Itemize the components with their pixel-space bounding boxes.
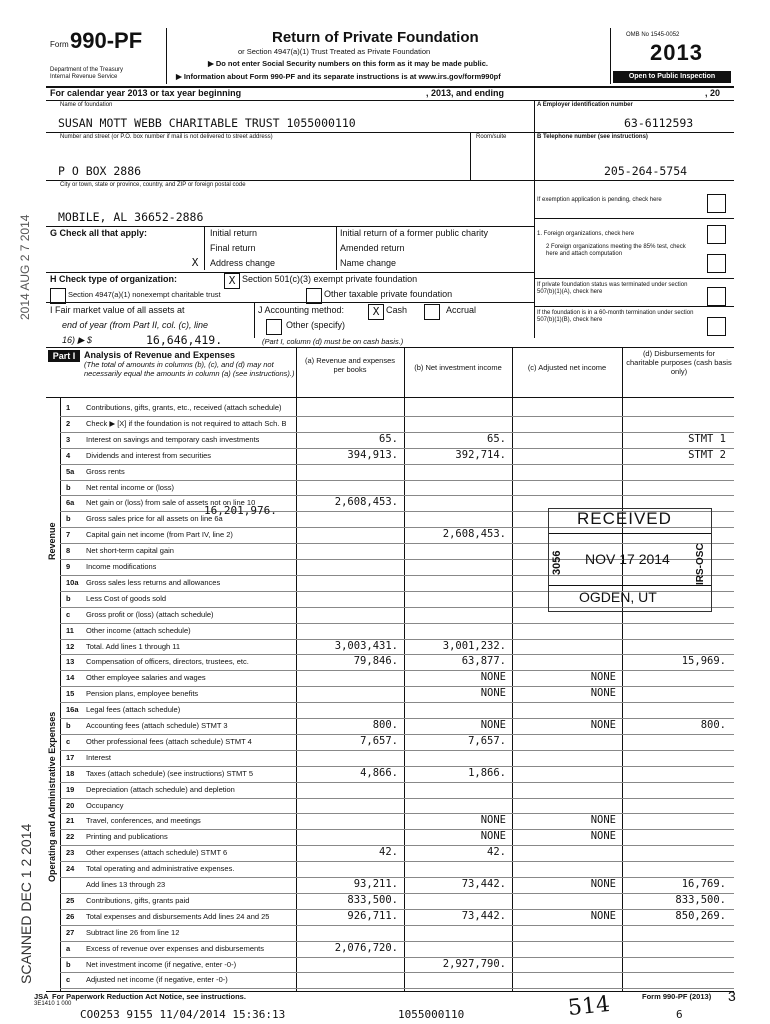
cell-col-b[interactable]: 42.: [487, 846, 506, 859]
line-description: Adjusted net income (if negative, enter -0-): [86, 975, 228, 985]
e-label: If private foundation status was terminated under section 507(b)(1)(A), check here: [537, 282, 688, 295]
row-divider: [60, 480, 734, 481]
cell-col-a[interactable]: 4,866.: [360, 766, 398, 779]
row-divider: [60, 829, 734, 830]
c-checkbox[interactable]: [707, 194, 726, 213]
line-description: Net rental income or (loss): [86, 482, 174, 492]
line-number: 21: [66, 816, 75, 826]
form-title: Return of Private Foundation: [272, 29, 479, 46]
footer-form-label: Form 990-PF (2013): [642, 992, 712, 1001]
stamp-code-left: 3056: [551, 550, 563, 575]
part1-badge: Part I: [48, 350, 80, 362]
cell-col-d[interactable]: 833,500.: [675, 893, 726, 906]
cell-col-a[interactable]: 7,657.: [360, 734, 398, 747]
i-line2: end of year (from Part II, col. (c), line: [62, 320, 209, 330]
line-description: Net short-term capital gain: [86, 546, 174, 556]
form-word: Form: [50, 40, 69, 49]
line-number: 25: [66, 895, 75, 905]
d1-checkbox[interactable]: [707, 225, 726, 244]
scanned-margin-mark: SCANNED DEC 1 2 2014: [18, 823, 34, 984]
line-description: Depreciation (attach schedule) and depletion: [86, 784, 235, 794]
line-number: c: [66, 975, 71, 985]
line-description: Net gain or (loss) from sale of assets not on line 10: [86, 498, 256, 508]
j-label: J Accounting method:: [258, 305, 345, 315]
ein-label: A Employer identification number: [537, 102, 633, 108]
d1-label: 1. Foreign organizations, check here: [537, 231, 635, 237]
initial-former-public[interactable]: Initial return of a former public charity: [340, 228, 489, 238]
cell-col-b[interactable]: 65.: [487, 432, 506, 445]
revenue-section-label: Revenue: [47, 522, 57, 560]
envelope-margin-mark: 2014 AUG 2 7 2014: [18, 214, 32, 320]
line-number: 7: [66, 530, 71, 540]
line-description: Check ▶ [X] if the foundation is not required to attach Sch. B: [86, 418, 287, 428]
line-number: b: [66, 959, 71, 969]
h-label: H Check type of organization:: [50, 274, 178, 284]
line-number: 6a: [66, 498, 75, 508]
cell-col-b[interactable]: NONE: [480, 671, 506, 684]
row-divider: [60, 623, 734, 624]
line-number: 1: [66, 403, 71, 412]
line-number: 16a: [66, 705, 79, 715]
line6b-value[interactable]: 16,201,976.: [204, 504, 277, 517]
part1-note: (The total of amounts in columns (b), (c), and (d) may not necessarily equal the amounts in column (a) (see instructions).): [84, 360, 295, 378]
line-description: Taxes (attach schedule) (see instructions) STMT 5: [86, 768, 254, 778]
line-number: 26: [66, 911, 75, 921]
line-description: Gross profit or (loss) (attach schedule): [86, 609, 214, 619]
line-description: Other expenses (attach schedule) STMT 6: [86, 848, 228, 858]
cell-col-b[interactable]: 3,001,232.: [442, 639, 506, 652]
cell-col-b[interactable]: 392,714.: [455, 448, 506, 461]
row-divider: [60, 988, 734, 989]
line-description: Excess of revenue over expenses and disbursements: [86, 943, 265, 953]
city-label: City or town, state or province, country, and ZIP or foreign postal code: [60, 182, 246, 188]
cell-col-a[interactable]: 42.: [379, 846, 398, 859]
stamp-received: RECEIVED: [577, 509, 672, 528]
line-number: 22: [66, 832, 75, 842]
line-description: Gross sales price for all assets on line 6a: [86, 514, 223, 524]
line-description: Net investment income (if negative, enter -0-): [86, 959, 237, 969]
row-divider: [60, 813, 734, 814]
row-divider: [60, 925, 734, 926]
cell-col-c[interactable]: NONE: [590, 671, 616, 684]
line-number: 11: [66, 625, 74, 635]
form-subtitle: or Section 4947(a)(1) Trust Treated as Private Foundation: [238, 47, 431, 56]
cell-col-d[interactable]: STMT 2: [688, 448, 726, 461]
line-description: Interest: [86, 752, 112, 762]
form-number: 990-PF: [70, 28, 143, 53]
501c3-checkbox[interactable]: X: [224, 273, 240, 289]
name-change[interactable]: Name change: [340, 258, 397, 268]
row-divider: [60, 798, 734, 799]
line-description: Compensation of officers, directors, trustees, etc.: [86, 657, 249, 667]
stamp-date: NOV 17 2014: [585, 551, 670, 567]
row-divider: [60, 782, 734, 783]
cell-col-b[interactable]: NONE: [480, 830, 506, 843]
phone-value[interactable]: 205-264-5754: [604, 164, 688, 178]
line-description: Legal fees (attach schedule): [86, 705, 181, 715]
stamp-city: OGDEN, UT: [579, 589, 657, 605]
cell-col-b[interactable]: 2,927,790.: [442, 957, 506, 970]
d2-checkbox[interactable]: [707, 254, 726, 273]
fmv-value[interactable]: 16,646,419.: [146, 333, 223, 347]
line-number: 20: [66, 800, 75, 810]
handwritten-3: 3: [728, 988, 736, 1004]
d2-label: 2 Foreign organizations meeting the 85% test, check here and attach computation: [546, 244, 686, 257]
line-number: c: [66, 609, 71, 619]
col-a-header: (a) Revenue and expenses per books: [304, 356, 396, 374]
line-description: Gross rents: [86, 466, 125, 476]
cell-col-a[interactable]: 3,003,431.: [334, 639, 398, 652]
cell-col-d[interactable]: 850,269.: [675, 909, 726, 922]
tax-year: 2013: [650, 40, 703, 65]
ssn-notice: ▶ Do not enter Social Security numbers on this form as it may be made public.: [208, 59, 488, 68]
line-description: Gross sales less returns and allowances: [86, 577, 221, 587]
footer-batch: CO0253 9155 11/04/2014 15:36:13: [80, 1008, 286, 1021]
phone-label: B Telephone number (see instructions): [537, 134, 648, 140]
i-line3: 16) ▶ $: [62, 335, 92, 345]
row-divider: [60, 957, 734, 958]
col-c-header: (c) Adjusted net income: [527, 363, 607, 372]
line-number: 14: [66, 673, 75, 683]
final-return[interactable]: Final return: [210, 243, 256, 253]
line-number: 19: [66, 784, 75, 794]
line-number: 8: [66, 546, 71, 556]
cell-col-a[interactable]: 800.: [372, 719, 398, 731]
other-method-label: Other (specify): [286, 320, 346, 330]
cell-col-a[interactable]: 926,711.: [347, 909, 398, 922]
cash-basis-note: (Part I, column (d) must be on cash basis.): [262, 337, 404, 346]
handwritten-514: 514: [566, 991, 612, 1022]
line-description: Other employee salaries and wages: [86, 673, 206, 683]
ein-value[interactable]: 63-6112593: [624, 116, 694, 130]
line-number: 5a: [66, 466, 75, 476]
cell-col-b[interactable]: 73,442.: [461, 878, 506, 890]
g-label: G Check all that apply:: [50, 228, 148, 238]
line-number: 23: [66, 848, 75, 858]
line-number: b: [66, 721, 71, 730]
cell-col-c[interactable]: NONE: [590, 814, 616, 827]
cell-col-c[interactable]: NONE: [590, 878, 616, 890]
line-number: 13: [66, 657, 75, 667]
cell-col-a[interactable]: 394,913.: [347, 448, 398, 461]
cell-col-b[interactable]: 73,442.: [461, 909, 506, 922]
street-label: Number and street (or P.O. box number if mail is not delivered to street address): [60, 134, 273, 140]
omb-number: OMB No 1545-0052: [626, 32, 680, 38]
cell-col-a[interactable]: 65.: [379, 432, 398, 445]
cell-col-b[interactable]: 1,866.: [468, 766, 506, 779]
cell-col-d[interactable]: 15,969.: [681, 655, 726, 668]
cell-col-a[interactable]: 2,608,453.: [334, 496, 398, 509]
line-number: 10a: [66, 577, 79, 587]
row-divider: [60, 861, 734, 862]
jsa-label: JSA: [34, 992, 49, 1001]
line-description: Printing and publications: [86, 832, 168, 842]
line-description: Interest on savings and temporary cash investments: [86, 434, 260, 444]
accrual-checkbox[interactable]: [424, 304, 440, 320]
line-description: Income modifications: [86, 562, 157, 571]
row-divider: [60, 670, 734, 671]
501c3-label: Section 501(c)(3) exempt private foundation: [242, 274, 418, 284]
line-description: Capital gain net income (from Part IV, line 2): [86, 530, 233, 540]
cell-col-d[interactable]: 800.: [700, 719, 726, 731]
cell-col-c[interactable]: NONE: [590, 719, 616, 731]
cell-col-a[interactable]: 93,211.: [353, 878, 398, 890]
line-description: Contributions, gifts, grants, etc., received (attach schedule): [86, 403, 282, 412]
cell-col-b[interactable]: NONE: [480, 814, 506, 827]
row-divider: [60, 416, 734, 417]
open-inspection-badge: Open to Public Inspection: [613, 71, 731, 83]
row-divider: [60, 686, 734, 687]
cell-col-a[interactable]: 79,846.: [353, 655, 398, 668]
calendar-mid: , 2013, and ending: [426, 88, 505, 98]
line-number: 18: [66, 768, 75, 778]
footer-account: 1055000110: [398, 1008, 465, 1021]
line-number: a: [66, 943, 71, 953]
paperwork-notice: For Paperwork Reduction Act Notice, see instructions.: [52, 992, 246, 1001]
line-number: b: [66, 514, 71, 524]
line-description: Total expenses and disbursements Add lines 24 and 25: [86, 911, 270, 921]
cash-checkbox[interactable]: X: [368, 304, 384, 320]
line-description: Travel, conferences, and meetings: [86, 816, 201, 826]
cell-col-c[interactable]: NONE: [590, 909, 616, 922]
cell-col-c[interactable]: NONE: [590, 687, 616, 700]
line-description: Total. Add lines 1 through 11: [86, 641, 181, 651]
street-address[interactable]: P O BOX 2886: [58, 164, 142, 178]
expenses-section-label: Operating and Administrative Expenses: [47, 711, 57, 882]
line-description: Contributions, gifts, grants paid: [86, 895, 190, 905]
i-line1: I Fair market value of all assets at: [50, 305, 185, 315]
line-number: 4: [66, 450, 71, 460]
line-number: 27: [66, 927, 75, 937]
line-description: Accounting fees (attach schedule) STMT 3: [86, 721, 228, 730]
calendar-year-label: For calendar year 2013 or tax year beginning: [50, 88, 242, 98]
line-number: 15: [66, 689, 75, 699]
c-label: If exemption application is pending, check here: [537, 197, 662, 203]
line-description: Add lines 13 through 23: [86, 880, 166, 889]
row-divider: [60, 750, 734, 751]
line-number: b: [66, 482, 71, 492]
line-description: Subtract line 26 from line 12: [86, 927, 180, 937]
line-number: 9: [66, 562, 71, 571]
line-number: 12: [66, 641, 75, 651]
accrual-label: Accrual: [446, 305, 477, 315]
amended-return[interactable]: Amended return: [340, 243, 405, 253]
line-number: 24: [66, 864, 75, 874]
4947-label: Section 4947(a)(1) nonexempt charitable trust: [68, 290, 221, 299]
cell-col-a[interactable]: 2,076,720.: [334, 941, 398, 954]
line-description: Occupancy: [86, 800, 124, 810]
cash-label: Cash: [386, 305, 408, 315]
row-divider: [60, 972, 734, 973]
irs-label: Internal Revenue Service: [50, 74, 118, 80]
line-number: 3: [66, 434, 71, 444]
city-address[interactable]: MOBILE, AL 36652-2886: [58, 210, 204, 224]
f-label: If the foundation is in a 60-month termination under section 507(b)(1)(B), check here: [537, 310, 694, 323]
other-method-checkbox[interactable]: [266, 319, 282, 335]
cell-col-b[interactable]: 63,877.: [461, 655, 506, 668]
cell-col-b[interactable]: NONE: [480, 687, 506, 700]
room-label: Room/suite: [476, 134, 507, 140]
stamp-code-right: IRS-OSC: [695, 543, 706, 585]
line-description: Total operating and administrative expenses.: [86, 864, 235, 874]
cell-col-b[interactable]: NONE: [480, 719, 506, 731]
e-checkbox[interactable]: [707, 287, 726, 306]
info-notice: ▶ Information about Form 990-PF and its separate instructions is at www.irs.gov/form990pf: [176, 72, 501, 81]
col-b-header: (b) Net investment income: [414, 363, 502, 372]
received-stamp: [548, 508, 712, 612]
cell-col-b[interactable]: 2,608,453.: [442, 528, 506, 541]
line-description: Other professional fees (attach schedule) STMT 4: [86, 736, 252, 746]
part1-title: Analysis of Revenue and Expenses: [84, 350, 236, 360]
col-d-header: (d) Disbursements for charitable purposes (cash basis only): [626, 349, 732, 376]
footer-code: 3E1410 1 000: [34, 1001, 72, 1007]
calendar-end: , 20: [705, 88, 721, 98]
f-checkbox[interactable]: [707, 317, 726, 336]
line-description: Pension plans, employee benefits: [86, 689, 199, 699]
line-number: b: [66, 593, 71, 603]
address-change-checkbox[interactable]: X: [188, 256, 202, 270]
line-description: Less Cost of goods sold: [86, 593, 167, 603]
line-number: 17: [66, 752, 75, 762]
address-change[interactable]: Address change: [210, 258, 276, 268]
line-description: Dividends and interest from securities: [86, 450, 212, 460]
dept-label: Department of the Treasury: [50, 67, 124, 73]
row-divider: [60, 702, 734, 703]
foundation-name[interactable]: SUSAN MOTT WEBB CHARITABLE TRUST 1055000110: [58, 116, 356, 130]
row-divider: [60, 464, 734, 465]
line-number: c: [66, 736, 71, 746]
line-description: Other income (attach schedule): [86, 625, 191, 635]
line-number: 2: [66, 418, 71, 428]
cell-col-a[interactable]: 833,500.: [347, 893, 398, 906]
cell-col-b[interactable]: 7,657.: [468, 734, 506, 747]
name-label: Name of foundation: [60, 102, 113, 108]
other-taxable-label: Other taxable private foundation: [324, 289, 453, 299]
cell-col-d[interactable]: STMT 1: [688, 432, 726, 445]
cell-col-c[interactable]: NONE: [590, 830, 616, 843]
initial-return[interactable]: Initial return: [210, 228, 258, 238]
page-number: 6: [676, 1008, 683, 1021]
cell-col-d[interactable]: 16,769.: [681, 878, 726, 890]
